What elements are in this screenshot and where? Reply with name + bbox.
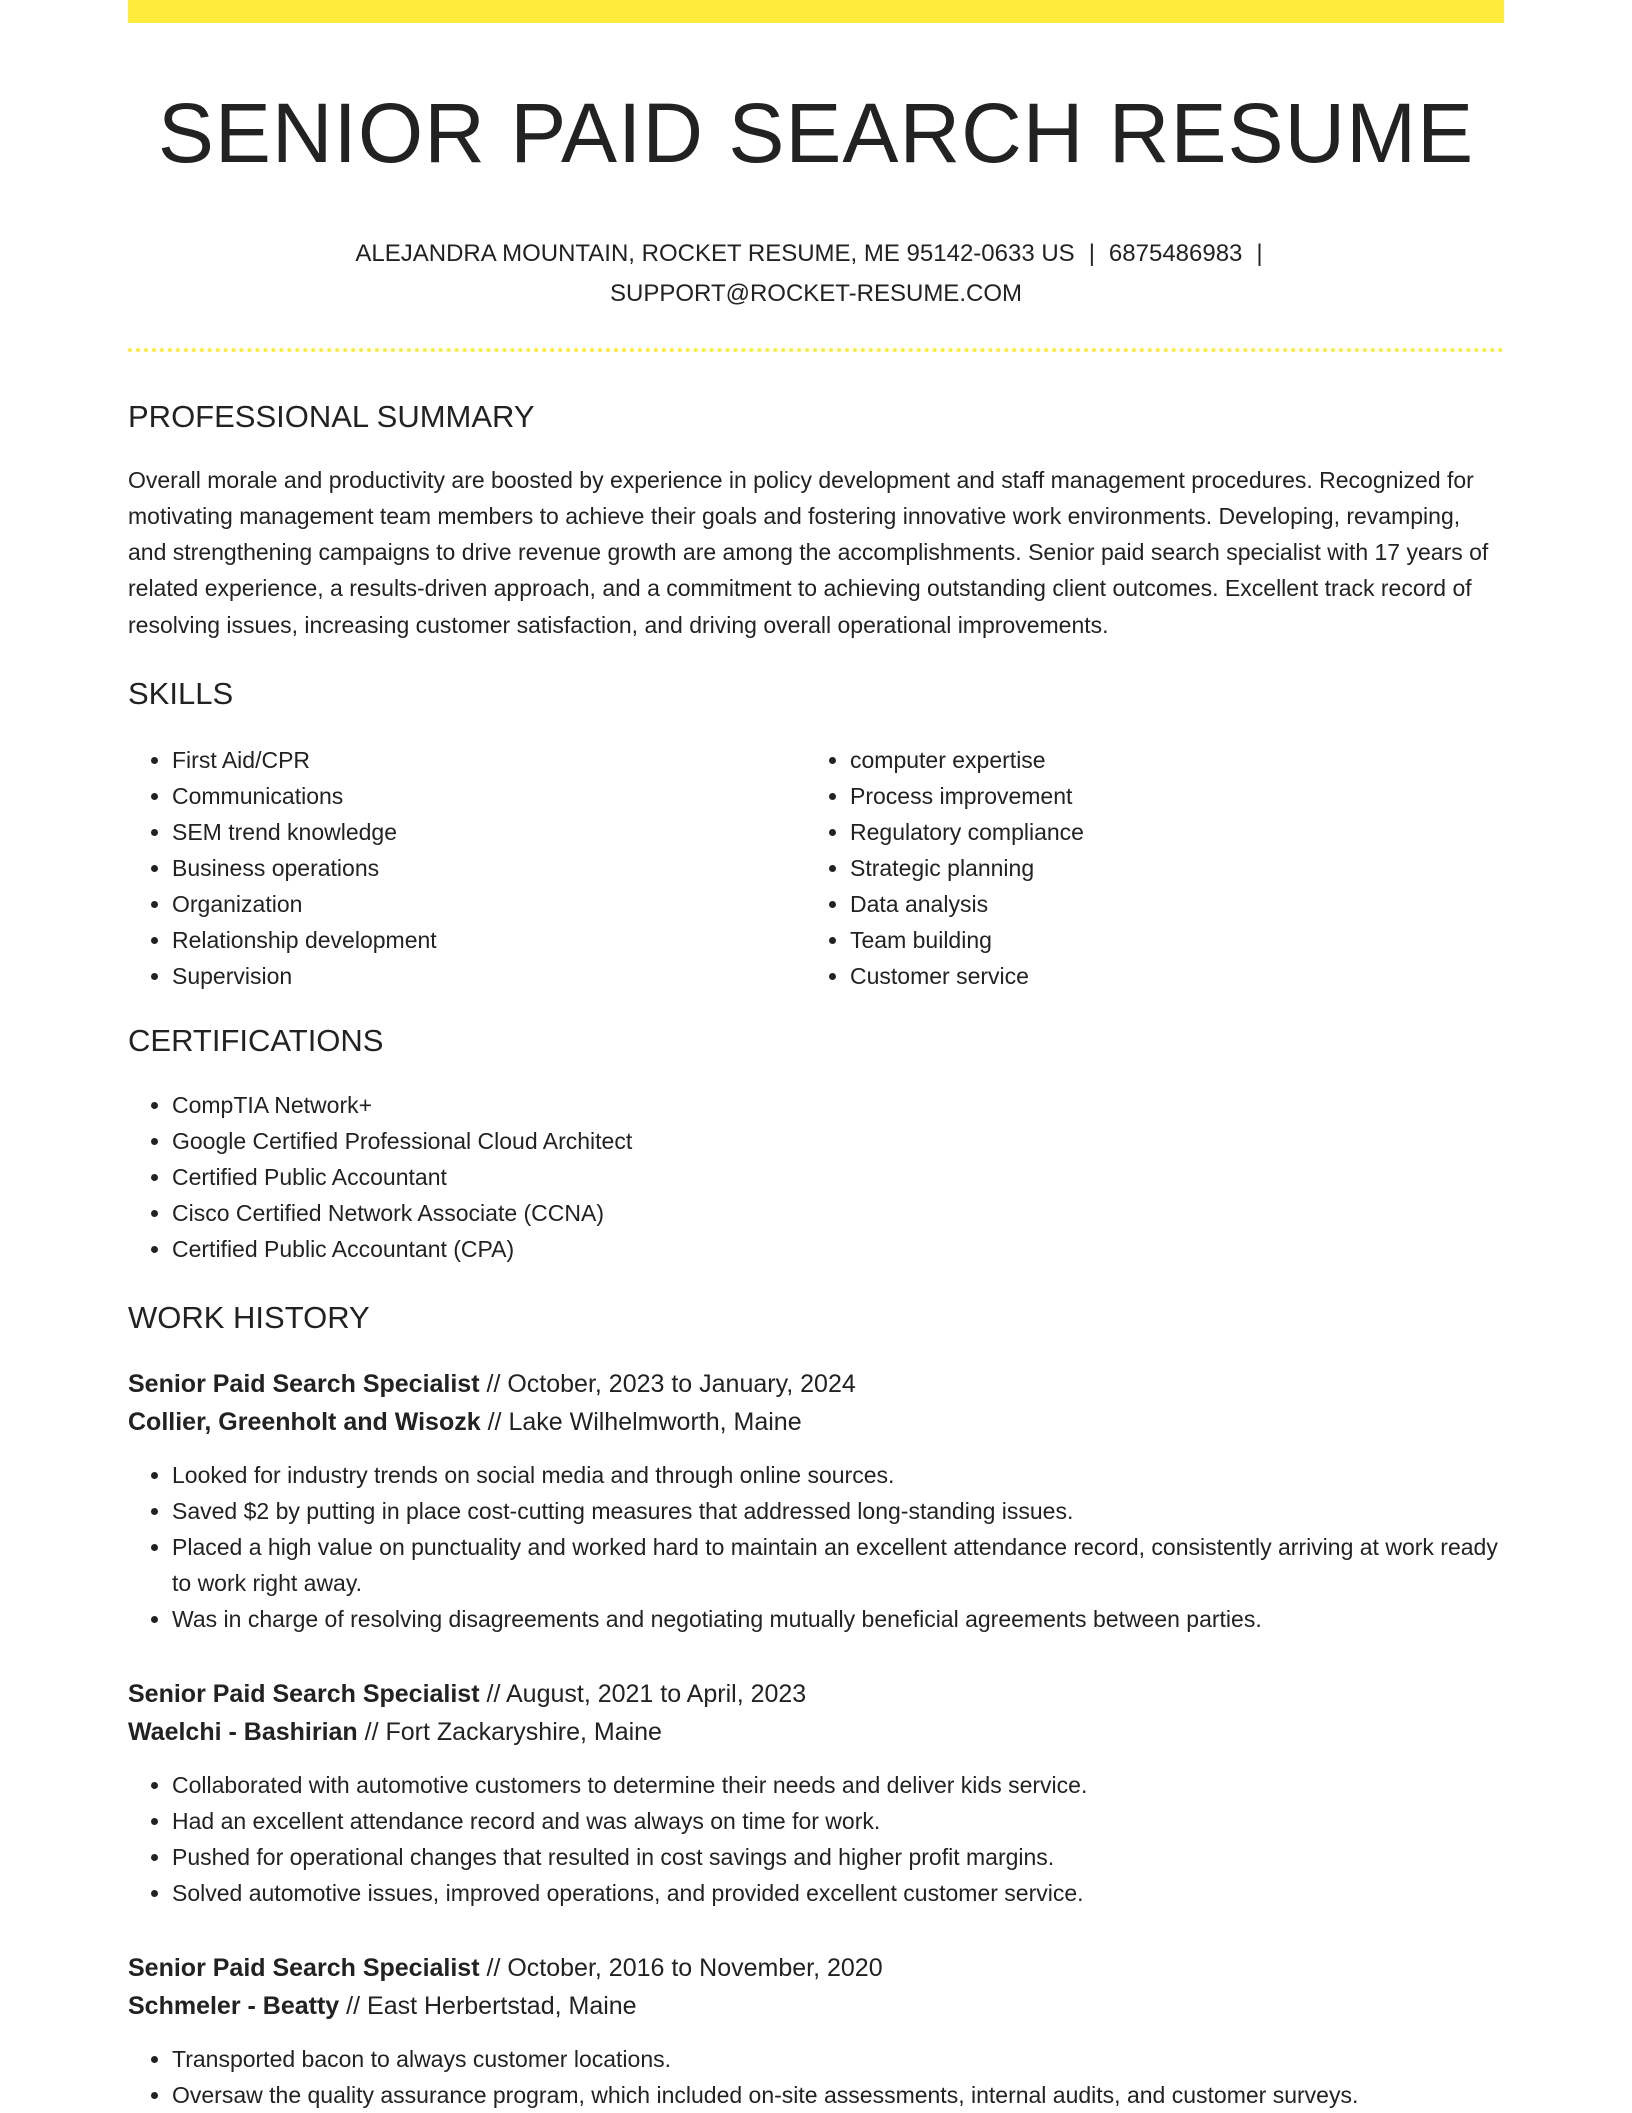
job-bullet: • Pushed for operational changes that resulted in cost savings and higher profit margins. bbox=[172, 1839, 1504, 1875]
skill-item: • Relationship development bbox=[172, 922, 806, 958]
work-history-heading: WORK HISTORY bbox=[128, 1300, 370, 1336]
certification-item: • CompTIA Network+ bbox=[172, 1087, 1504, 1123]
skill-item: • Process improvement bbox=[850, 778, 1484, 814]
contact-info bbox=[128, 234, 1504, 314]
certification-item: • Google Certified Professional Cloud Architect bbox=[172, 1123, 1504, 1159]
page-title: SENIOR PAID SEARCH RESUME bbox=[157, 86, 1475, 180]
contact-separator: | bbox=[1256, 240, 1263, 268]
certification-item: • Certified Public Accountant bbox=[172, 1159, 1504, 1195]
skill-item: • Business operations bbox=[172, 850, 806, 886]
skills-section bbox=[128, 675, 1504, 994]
job-title-line bbox=[128, 1365, 1504, 1403]
skill-item: • Strategic planning bbox=[850, 850, 1484, 886]
skill-item: • Team building bbox=[850, 922, 1484, 958]
job-separator: // bbox=[364, 1717, 379, 1746]
job-location: Fort Zackaryshire, Maine bbox=[385, 1717, 662, 1746]
job-bullet: • Transported bacon to always customer locations. bbox=[172, 2041, 1504, 2077]
job-separator: // bbox=[486, 1679, 501, 1708]
job-company: Schmeler - Beatty bbox=[128, 1991, 340, 2020]
skill-item: • Supervision bbox=[172, 958, 806, 994]
skill-item: • Data analysis bbox=[850, 886, 1484, 922]
job-dates: October, 2023 to January, 2024 bbox=[507, 1369, 856, 1398]
job-bullets bbox=[128, 1767, 1504, 1911]
job-entry bbox=[128, 1365, 1504, 1637]
summary-heading: PROFESSIONAL SUMMARY bbox=[128, 399, 535, 435]
work-history-section bbox=[128, 1299, 1504, 2112]
job-bullet: • Looked for industry trends on social media and through online sources. bbox=[172, 1457, 1504, 1493]
certification-item: • Certified Public Accountant (CPA) bbox=[172, 1231, 1504, 1267]
job-bullet: • Saved $2 by putting in place cost-cutting measures that addressed long-standing issues. bbox=[172, 1493, 1504, 1529]
job-dates: August, 2021 to April, 2023 bbox=[505, 1679, 807, 1708]
skill-item: • Customer service bbox=[850, 958, 1484, 994]
certifications-list bbox=[128, 1087, 1504, 1267]
contact-line-1 bbox=[128, 234, 1504, 274]
skill-item: • Communications bbox=[172, 778, 806, 814]
job-title-line bbox=[128, 1675, 1504, 1713]
job-bullet: • Placed a high value on punctuality and worked hard to maintain an excellent attendance record, consistently arriving at work ready to work right away. bbox=[172, 1529, 1504, 1601]
job-bullets bbox=[128, 2041, 1504, 2113]
skills-column-right bbox=[806, 742, 1484, 994]
job-bullet: • Had an excellent attendance record and was always on time for work. bbox=[172, 1803, 1504, 1839]
job-company-line bbox=[128, 1987, 1504, 2025]
contact-phone: 6875486983 bbox=[1108, 240, 1243, 268]
job-title: Senior Paid Search Specialist bbox=[128, 1953, 480, 1982]
certification-item: • Cisco Certified Network Associate (CCNA) bbox=[172, 1195, 1504, 1231]
job-title: Senior Paid Search Specialist bbox=[128, 1369, 480, 1398]
job-entry bbox=[128, 1949, 1504, 2113]
skills-heading: SKILLS bbox=[128, 676, 234, 712]
job-bullet: • Collaborated with automotive customers to determine their needs and deliver kids service. bbox=[172, 1767, 1504, 1803]
job-dates: October, 2016 to November, 2020 bbox=[507, 1953, 883, 1982]
skills-grid bbox=[128, 742, 1504, 994]
jobs-list bbox=[128, 1365, 1504, 2113]
contact-address: ALEJANDRA MOUNTAIN, ROCKET RESUME, ME 95142-0633 US bbox=[355, 240, 1075, 268]
skill-item: • Regulatory compliance bbox=[850, 814, 1484, 850]
skill-item: • SEM trend knowledge bbox=[172, 814, 806, 850]
job-location: East Herbertstad, Maine bbox=[367, 1991, 637, 2020]
summary-section bbox=[128, 398, 1504, 643]
job-company: Waelchi - Bashirian bbox=[128, 1717, 358, 1746]
job-separator: // bbox=[486, 1369, 501, 1398]
job-location: Lake Wilhelmworth, Maine bbox=[508, 1407, 802, 1436]
job-separator: // bbox=[346, 1991, 361, 2020]
certifications-heading: CERTIFICATIONS bbox=[128, 1023, 384, 1059]
skill-item: • Organization bbox=[172, 886, 806, 922]
job-bullets bbox=[128, 1457, 1504, 1637]
skill-item: • computer expertise bbox=[850, 742, 1484, 778]
job-title: Senior Paid Search Specialist bbox=[128, 1679, 480, 1708]
skills-column-left bbox=[128, 742, 806, 994]
accent-bar bbox=[128, 0, 1504, 23]
job-bullet: • Was in charge of resolving disagreements and negotiating mutually beneficial agreements between parties. bbox=[172, 1601, 1504, 1637]
job-separator: // bbox=[486, 1953, 501, 1982]
skills-list-left bbox=[128, 742, 806, 994]
job-title-line bbox=[128, 1949, 1504, 1987]
job-company-line bbox=[128, 1403, 1504, 1441]
resume-page bbox=[128, 0, 1504, 2113]
summary-text: Overall morale and productivity are boosted by experience in policy development and staff management procedures. Recognized for motivating management team members to achieve their goals and fostering innovative work environments. Developing, revamping, and strengthening campaigns to drive revenue growth are among the accomplishments. Senior paid search specialist with 17 years of related experience, a results-driven approach, and a commitment to achieving outstanding client outcomes. Excellent track record of resolving issues, increasing customer satisfaction, and driving overall operational improvements. bbox=[128, 466, 1489, 638]
skill-item: • First Aid/CPR bbox=[172, 742, 806, 778]
contact-line-2 bbox=[128, 274, 1504, 314]
dotted-divider bbox=[128, 348, 1504, 352]
job-company-line bbox=[128, 1713, 1504, 1751]
job-separator: // bbox=[487, 1407, 502, 1436]
job-bullet: • Solved automotive issues, improved operations, and provided excellent customer service. bbox=[172, 1875, 1504, 1911]
job-entry bbox=[128, 1675, 1504, 1911]
contact-email: SUPPORT@ROCKET-RESUME.COM bbox=[610, 280, 1022, 308]
contact-separator: | bbox=[1088, 240, 1095, 268]
skills-list-right bbox=[806, 742, 1484, 994]
job-company: Collier, Greenholt and Wisozk bbox=[128, 1407, 481, 1436]
job-bullet: • Oversaw the quality assurance program, which included on-site assessments, internal audits, and customer surveys. bbox=[172, 2077, 1504, 2113]
certifications-section bbox=[128, 1022, 1504, 1267]
